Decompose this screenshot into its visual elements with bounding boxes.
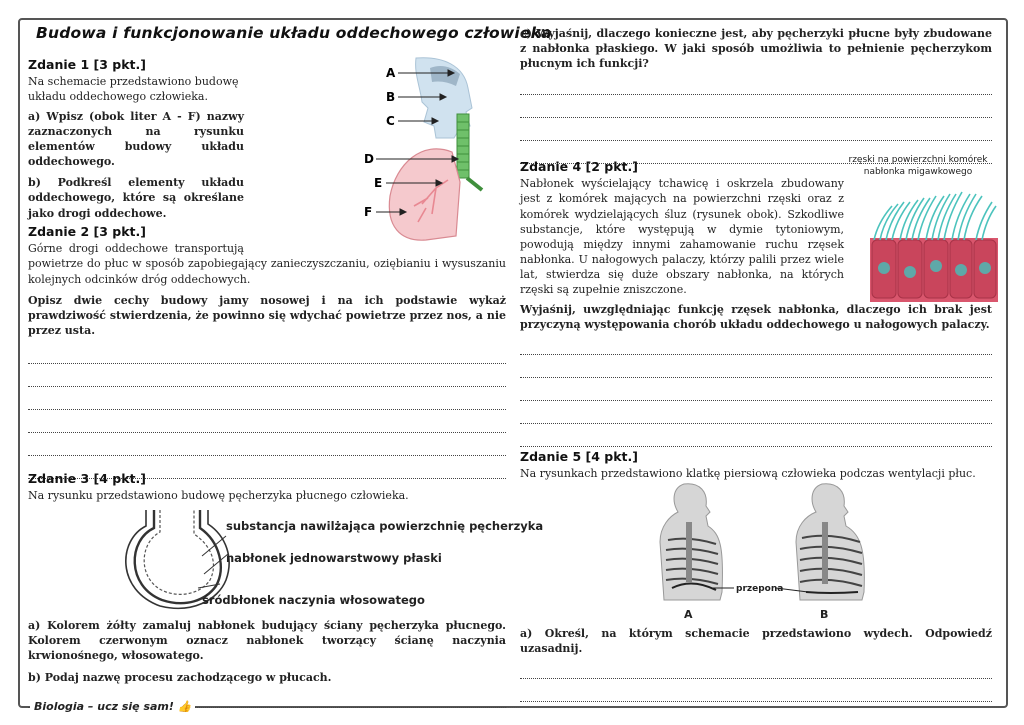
alveolus-label-epithelium: nabłonek jednowarstwowy płaski [226,551,442,565]
task3c [520,26,992,164]
alveolus-label-surfactant: substancja nawilżająca powierzchnię pęcherzyka [226,519,544,533]
task2-intro-part1: Górne drogi oddechowe transportują [28,242,244,256]
ciliated-epithelium-figure [870,184,998,302]
task2 [28,223,506,479]
answer-line[interactable] [520,355,992,378]
label-d: D [364,152,374,166]
alveolus-figure [122,506,544,610]
label-f: F [364,205,373,219]
task5 [520,448,992,481]
task3 [28,470,506,503]
task4-question: Wyjaśnij, uwzględniając funkcję rzęsek nabłonka, dlaczego ich brak jest przyczyną występowania chorób układu oddechowego u nałogowych palaczy. [520,302,992,331]
answer-line[interactable] [520,378,992,401]
task5-questions [520,626,992,702]
task2-answer-lines [28,341,506,479]
task5-heading: Zdanie 5 [4 pkt.] [520,449,638,464]
answer-line[interactable] [520,656,992,679]
answer-line[interactable] [28,433,506,456]
task5-answer-lines [520,656,992,702]
footer-brand: Biologia – ucz się sam! 👍 [30,700,195,713]
alveolus-label-endothelium: śródbłonek naczynia włosowatego [202,593,425,607]
answer-line[interactable] [520,424,992,447]
label-c: C [386,114,395,128]
task1-intro: Na schemacie przedstawiono budowę układu oddechowego człowieka. [28,75,239,104]
cilia [874,192,996,240]
answer-line[interactable] [520,95,992,118]
task3c-answer-lines [520,72,992,164]
answer-line[interactable] [520,332,992,355]
task2-question: Opisz dwie cechy budowy jamy nosowej i na ich podstawie wykaż prawdziwość stwierdzenia, że powinno się wdychać powietrze przez nos, a nie przez usta. [28,293,506,338]
answer-line[interactable] [28,341,506,364]
task4-answer-lines [520,332,992,447]
task3-question-c: c) Wyjaśnij, dlaczego konieczne jest, aby pęcherzyki płucne były zbudowane z nabłonka płaskiego. W jaki sposób umożliwia to pełnienie pęcherzykom płucnym ich funkcji? [520,27,992,71]
answer-line[interactable] [28,410,506,433]
task1-question-b: b) Podkreśl elementy układu oddechowego, które są określane jako drogi oddechowe. [28,176,244,220]
task2-heading: Zdanie 2 [3 pkt.] [28,224,146,239]
answer-line[interactable] [28,364,506,387]
answer-line[interactable] [28,387,506,410]
task4-heading: Zdanie 4 [2 pkt.] [520,159,638,174]
task1-question-a: a) Wpisz (obok liter A - F) nazwy zaznaczonych na rysunku elementów budowy układu oddechowego. [28,109,244,169]
task3-intro: Na rysunku przedstawiono budowę pęcherzyka płucnego człowieka. [28,489,409,503]
answer-line[interactable] [520,72,992,95]
cilia-caption: rzęski na powierzchni komórek nabłonka migawkowego [848,155,988,177]
label-a: A [386,66,396,80]
task1-heading: Zdanie 1 [3 pkt.] [28,57,146,72]
figure-a [660,484,722,600]
task4-intro: Nabłonek wyścielający tchawicę i oskrzela zbudowany jest z komórek mających na powierzchni rzęski oraz z komórek wydzielających śluz (rysunek obok). Szkodliwe substancje, które występują w dymie tytoniowym, powodują między innymi zahamowanie ruchu rzęsek nabłonka. U nałogowych palaczy, którzy palili przez wiele lat, stwierdza się duże obszary nabłonka, na których rzęski są zupełnie zniszczone. [520,177,844,297]
task3-questions [28,618,506,708]
task5-question-a: a) Określ, na którym schemacie przedstawiono wydech. Odpowiedź uzasadnij. [520,627,992,656]
respiratory-system-figure [356,56,500,246]
task3-heading: Zdanie 3 [4 pkt.] [28,471,146,486]
diaphragm-label: przepona [736,584,784,594]
label-e: E [374,176,383,190]
task3-question-b: b) Podaj nazwę procesu zachodzącego w płucach. [28,670,332,684]
answer-line[interactable] [520,679,992,702]
label-b: B [386,90,396,104]
chest-ventilation-figure [650,482,880,622]
answer-line[interactable] [520,401,992,424]
figure-b-label: B [820,608,829,621]
figure-b [796,484,864,600]
task2-intro-part2: powietrze do płuc w sposób zapobiegający zanieczyszczaniu, oziębianiu i wysuszaniu kolejnych odcinków dróg oddechowych. [28,257,506,286]
answer-line[interactable] [520,118,992,141]
figure-a-label: A [684,608,693,621]
task5-intro: Na rysunkach przedstawiono klatkę piersiową człowieka podczas wentylacji płuc. [520,467,976,481]
page-title: Budowa i funkcjonowanie układu oddechowego człowieka [36,24,552,42]
task3-question-a: a) Kolorem żółty zamaluj nabłonek budujący ściany pęcherzyka płucnego. Kolorem czerwonym oznacz nabłonek tworzący ścianę naczynia krwionośnego, włosowatego. [28,619,506,663]
